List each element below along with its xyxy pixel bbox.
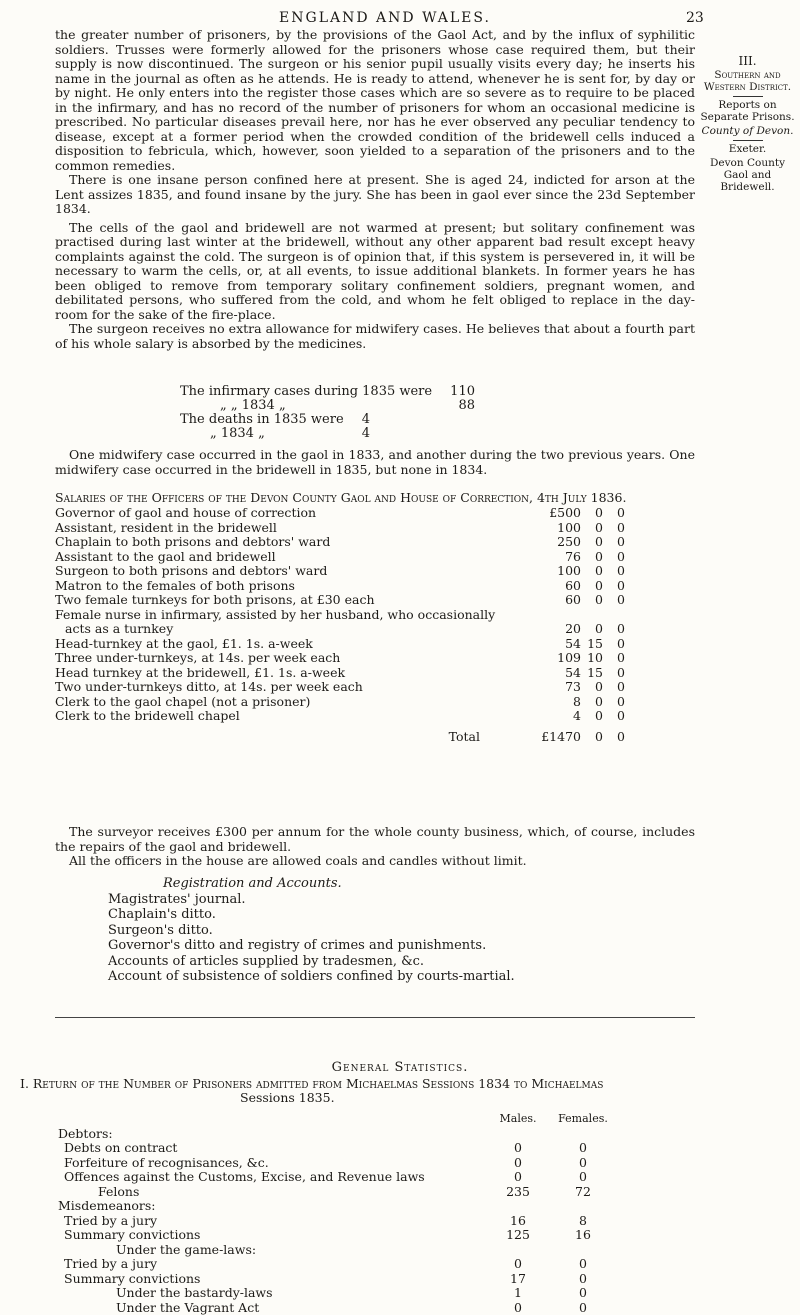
return-row [58, 1141, 618, 1156]
return-row [58, 1199, 618, 1214]
salary-pence: 0 [603, 709, 625, 724]
return-males: 0 [488, 1141, 548, 1156]
paragraph-midwifery-cases: One midwifery case occurred in the gaol in 1833, and another during the two previous years. One midwifery case occurred in the bridewell in 1835, but none in 1834. [55, 448, 695, 477]
return-females: 16 [548, 1228, 618, 1243]
salary-shillings: 10 [581, 651, 603, 666]
body-text-surveyor [55, 825, 695, 869]
return-females: 0 [548, 1156, 618, 1171]
salary-pence: 0 [603, 680, 625, 695]
prisoners-return-table [58, 1112, 618, 1315]
salary-description: Assistant, resident in the bridewell [55, 521, 535, 536]
return-males [488, 1243, 548, 1258]
col-females: Females. [548, 1112, 618, 1127]
salary-row [55, 608, 625, 623]
sidenote-numeral: III. [700, 55, 795, 67]
salary-row [55, 709, 625, 724]
return-females: 72 [548, 1185, 618, 1200]
salary-pounds: 100 [535, 564, 581, 579]
return-males: 16 [488, 1214, 548, 1229]
return-males: 235 [488, 1185, 548, 1200]
return-category: Felons [58, 1185, 488, 1200]
return-females: 0 [548, 1257, 618, 1272]
salary-description: Two female turnkeys for both prisons, at £30 each [55, 593, 535, 608]
salary-pounds: £500 [535, 506, 581, 521]
return-category: Forfeiture of recognisances, &c. [58, 1156, 488, 1171]
sidenote-place: Exeter. [700, 143, 795, 155]
return-category: Summary convictions [58, 1228, 488, 1243]
running-title: ENGLAND AND WALES. [220, 10, 550, 26]
body-text-top [55, 28, 695, 351]
stats-row: „ „ 1834 „ 88 [180, 399, 510, 413]
salary-description: Three under-turnkeys, at 14s. per week each [55, 651, 535, 666]
registration-item: Governor's ditto and registry of crimes and punishments. [108, 938, 628, 954]
return-males: 0 [488, 1301, 548, 1315]
registration-title: Registration and Accounts. [108, 876, 628, 892]
registration-item: Surgeon's ditto. [108, 923, 628, 939]
salary-row [55, 622, 625, 637]
return-category: Tried by a jury [58, 1257, 488, 1272]
salary-pence: 0 [603, 564, 625, 579]
salary-row [55, 579, 625, 594]
salary-pounds: 54 [535, 637, 581, 652]
return-females [548, 1243, 618, 1258]
salary-pounds: 250 [535, 535, 581, 550]
return-title-line2: Sessions 1835. [20, 1091, 780, 1105]
salary-pence: 0 [603, 651, 625, 666]
salary-pence: 0 [603, 579, 625, 594]
return-category: Debts on contract [58, 1141, 488, 1156]
stats-row: „ 1834 „ 4 [180, 427, 510, 441]
return-females: 0 [548, 1141, 618, 1156]
salary-shillings: 0 [581, 579, 603, 594]
salary-shillings: 0 [581, 680, 603, 695]
salary-row [55, 666, 625, 681]
return-row [58, 1156, 618, 1171]
salary-shillings: 0 [581, 550, 603, 565]
salary-pence [603, 608, 625, 623]
return-females [548, 1199, 618, 1214]
salary-description: Clerk to the bridewell chapel [55, 709, 535, 724]
salary-pounds: 100 [535, 521, 581, 536]
salary-pounds: 8 [535, 695, 581, 710]
return-females: 0 [548, 1170, 618, 1185]
sidenote-rule-2 [733, 140, 763, 141]
salary-description: Two under-turnkeys ditto, at 14s. per week each [55, 680, 535, 695]
stats-row: The deaths in 1835 were 4 [180, 413, 510, 427]
salary-pence: 0 [603, 521, 625, 536]
salary-description: Head-turnkey at the gaol, £1. 1s. a-week [55, 637, 535, 652]
salary-row [55, 535, 625, 550]
salary-pence: 0 [603, 506, 625, 521]
salaries-total-row [55, 730, 625, 745]
sidenote-rule [733, 96, 763, 97]
section-divider [55, 1017, 695, 1018]
salary-row [55, 651, 625, 666]
total-pence: 0 [603, 730, 625, 745]
return-title [20, 1077, 780, 1105]
salary-pounds: 73 [535, 680, 581, 695]
salary-pounds: 60 [535, 593, 581, 608]
salary-pounds: 20 [535, 622, 581, 637]
return-row [58, 1286, 618, 1301]
return-row [58, 1170, 618, 1185]
salary-shillings: 0 [581, 535, 603, 550]
registration-item: Chaplain's ditto. [108, 907, 628, 923]
salary-pounds: 60 [535, 579, 581, 594]
return-category: Debtors: [58, 1127, 488, 1142]
salary-shillings: 0 [581, 506, 603, 521]
salary-pence: 0 [603, 535, 625, 550]
salary-row [55, 521, 625, 536]
return-row [58, 1243, 618, 1258]
salary-description: Clerk to the gaol chapel (not a prisoner) [55, 695, 535, 710]
salary-row [55, 680, 625, 695]
return-header-row [58, 1112, 618, 1127]
return-category: Misdemeanors: [58, 1199, 488, 1214]
paragraph-insane-person: There is one insane person confined here at present. She is aged 24, indicted for arson at the Lent assizes 1835, and found insane by the jury. She has been in gaol ever since the 23d September 1834. [55, 173, 695, 217]
salary-pence: 0 [603, 695, 625, 710]
salary-row [55, 695, 625, 710]
salary-shillings: 0 [581, 521, 603, 536]
page-number: 23 [686, 10, 704, 26]
paragraph-cells-warming: The cells of the gaol and bridewell are not warmed at present; but solitary confinement was practised during last winter at the bridewell, without any other apparent bad result except heavy complaints against the cold. The surgeon is of opinion that, if this system is persevered in, it will be necessary to warm the cells, or, at all events, to issue additional blankets. In former years he has been obliged to remove from temporary solitary confinement soldiers, pregnant women, and debilitated persons, who suffered from the cold, and whom he felt obliged to replace in the day-room for the sake of the fire-place. [55, 221, 695, 323]
return-category: Offences against the Customs, Excise, and Revenue laws [58, 1170, 488, 1185]
paragraph-midwifery-allowance: The surgeon receives no extra allowance for midwifery cases. He believes that about a fourth part of his whole salary is absorbed by the medicines. [55, 322, 695, 351]
salary-pence: 0 [603, 622, 625, 637]
registration-item: Magistrates' journal. [108, 892, 628, 908]
general-statistics-title: General Statistics. [0, 1060, 800, 1075]
salary-shillings: 15 [581, 666, 603, 681]
salary-pounds: 54 [535, 666, 581, 681]
return-females [548, 1127, 618, 1142]
return-category: Under the Vagrant Act [58, 1301, 488, 1315]
registration-item: Account of subsistence of soldiers confined by courts-martial. [108, 969, 628, 985]
sidenote-county: County of Devon. [700, 125, 795, 137]
salary-description: Matron to the females of both prisons [55, 579, 535, 594]
return-males: 125 [488, 1228, 548, 1243]
salary-pence: 0 [603, 637, 625, 652]
return-females: 8 [548, 1214, 618, 1229]
total-shillings: 0 [581, 730, 603, 745]
salary-description: acts as a turnkey [55, 622, 535, 637]
salary-shillings [581, 608, 603, 623]
salary-pounds: 109 [535, 651, 581, 666]
sidenote-section: Reports on Separate Prisons. [700, 99, 795, 123]
return-males [488, 1199, 548, 1214]
return-males: 0 [488, 1156, 548, 1171]
stats-row: The infirmary cases during 1835 were 110 [180, 385, 510, 399]
registration-item: Accounts of articles supplied by tradesmen, &c. [108, 954, 628, 970]
sidenote-district: Southern and Western District. [700, 69, 795, 93]
return-females: 0 [548, 1286, 618, 1301]
return-title-line1: I. Return of the Number of Prisoners admitted from Michaelmas Sessions 1834 to Michaelmas [20, 1077, 780, 1091]
registration-section [108, 876, 628, 985]
salary-pounds [535, 608, 581, 623]
return-males: 0 [488, 1170, 548, 1185]
salary-row [55, 550, 625, 565]
salary-row [55, 564, 625, 579]
col-males: Males. [488, 1112, 548, 1127]
paragraph-surgeon-duties: the greater number of prisoners, by the provisions of the Gaol Act, and by the influx of syphilitic soldiers. Trusses were formerly allowed for the prisoners whose case required them, but their supply is now discontinued. The surgeon or his senior pupil usually visits every day; he inserts his name in the journal as often as he attends. He is ready to attend, whenever he is sent for, by day or by night. He only enters into the register those cases which are so severe as to require to be placed in the infirmary, and has no record of the number of prisoners for whom an occasional medicine is prescribed. No particular diseases prevail here, nor has he ever observed any peculiar tendency to disease, except at a former period when the crowded condition of the bridewell cells induced a disposition to febricula, which, however, soon yielded to a separation of the prisoners and to the common remedies. [55, 28, 695, 173]
return-row [58, 1257, 618, 1272]
salary-description: Governor of gaol and house of correction [55, 506, 535, 521]
return-males [488, 1127, 548, 1142]
paragraph-coals-candles: All the officers in the house are allowed coals and candles without limit. [55, 854, 695, 869]
salary-description: Assistant to the gaol and bridewell [55, 550, 535, 565]
salary-shillings: 0 [581, 622, 603, 637]
paragraph-surveyor: The surveyor receives £300 per annum for the whole county business, which, of course, includes the repairs of the gaol and bridewell. [55, 825, 695, 854]
return-category: Under the game-laws: [58, 1243, 488, 1258]
return-row [58, 1185, 618, 1200]
salary-row [55, 637, 625, 652]
salary-row [55, 593, 625, 608]
return-row [58, 1228, 618, 1243]
return-males: 1 [488, 1286, 548, 1301]
salary-row [55, 506, 625, 521]
return-females: 0 [548, 1301, 618, 1315]
salary-pence: 0 [603, 593, 625, 608]
return-males: 17 [488, 1272, 548, 1287]
salary-description: Head turnkey at the bridewell, £1. 1s. a-week [55, 666, 535, 681]
salary-pence: 0 [603, 666, 625, 681]
salary-description: Chaplain to both prisons and debtors' ward [55, 535, 535, 550]
total-label: Total [55, 730, 535, 745]
return-males: 0 [488, 1257, 548, 1272]
return-row [58, 1301, 618, 1315]
total-pounds: £1470 [535, 730, 581, 745]
infirmary-stats [180, 385, 510, 441]
return-row [58, 1214, 618, 1229]
salary-pounds: 4 [535, 709, 581, 724]
salary-shillings: 15 [581, 637, 603, 652]
return-category: Summary convictions [58, 1272, 488, 1287]
return-category: Tried by a jury [58, 1214, 488, 1229]
return-females: 0 [548, 1272, 618, 1287]
return-row [58, 1127, 618, 1142]
salary-shillings: 0 [581, 593, 603, 608]
salaries-table [55, 506, 625, 744]
salary-shillings: 0 [581, 564, 603, 579]
salary-shillings: 0 [581, 695, 603, 710]
salary-shillings: 0 [581, 709, 603, 724]
body-text-midwifery [55, 448, 695, 477]
sidenote-prison: Devon County Gaol and Bridewell. [700, 157, 795, 193]
salary-description: Surgeon to both prisons and debtors' ward [55, 564, 535, 579]
salary-pounds: 76 [535, 550, 581, 565]
salaries-heading: Salaries of the Officers of the Devon County Gaol and House of Correction, 4th July 1836. [55, 490, 770, 505]
margin-sidenote [700, 55, 795, 195]
salary-pence: 0 [603, 550, 625, 565]
salary-description: Female nurse in infirmary, assisted by her husband, who occasionally [55, 608, 535, 623]
return-category: Under the bastardy-laws [58, 1286, 488, 1301]
